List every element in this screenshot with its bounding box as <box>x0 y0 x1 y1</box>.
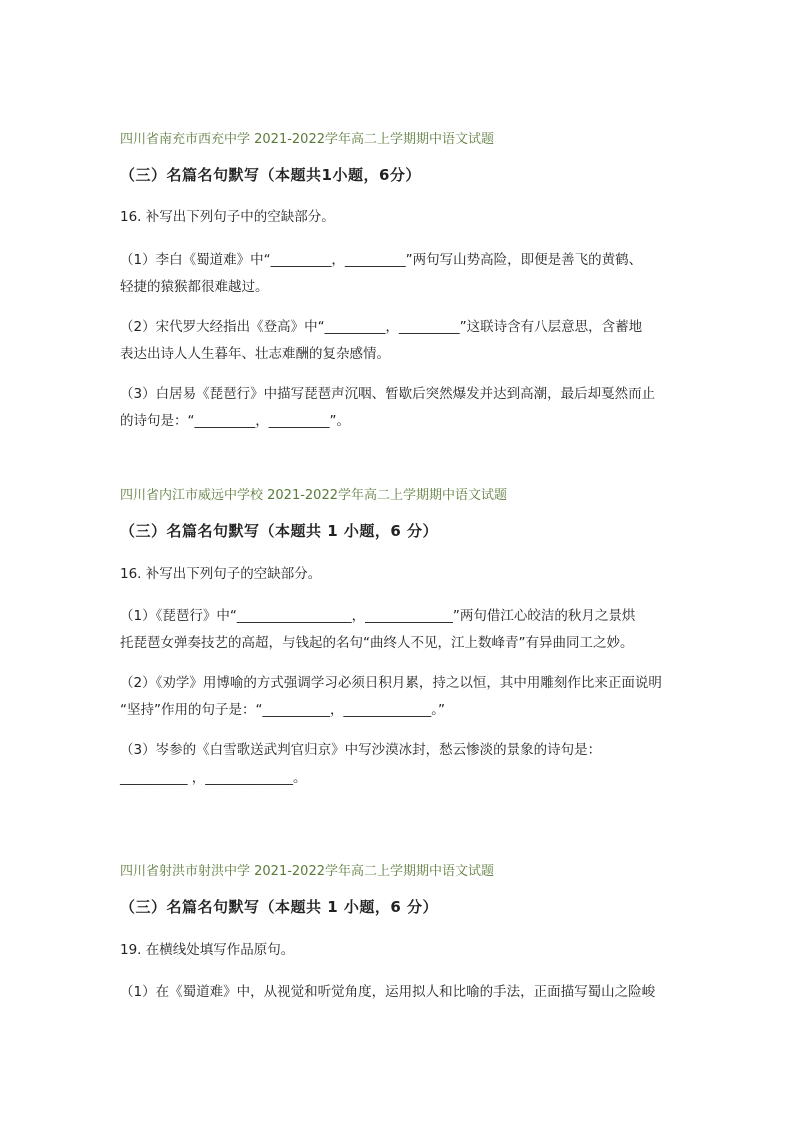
section-1-line-6: 的诗句是：“_________，_________”。 <box>120 413 350 429</box>
section-1-line-2: 轻捷的猿猴都很难越过。 <box>120 279 269 295</box>
section-2-line-2: 托琵琶女弹奏技艺的高超，与钱起的名句“曲终人不见，江上数峰青”有异曲同工之妙。 <box>120 635 634 651</box>
section-2-line-3: （2）《劝学》用博喻的方式强调学习必须日积月累，持之以恒，其中用雕刻作比来正面说明 <box>120 675 662 691</box>
section-1-heading: （三）名篇名句默写（本题共1小题，6分） <box>120 166 421 184</box>
section-2-line-1: （1）《琵琶行》中“_________________，_____________”两句借江心皎洁的秋月之景烘 <box>120 608 636 624</box>
section-2-question: 16. 补写出下列句子的空缺部分。 <box>120 566 322 582</box>
section-1-line-4: 表达出诗人人生暮年、壮志难酬的复杂感情。 <box>120 346 390 362</box>
section-2-heading: （三）名篇名句默写（本题共 1 小题，6 分） <box>120 522 439 540</box>
section-2-line-6: __________ ，_____________。 <box>120 770 307 786</box>
section-1-source: 四川省南充市西充中学 2021-2022学年高二上学期期中语文试题 <box>120 132 494 147</box>
section-2-line-5: （3）岑参的《白雪歌送武判官归京》中写沙漠冰封，愁云惨淡的景象的诗句是： <box>120 742 602 758</box>
section-3-source: 四川省射洪市射洪中学 2021-2022学年高二上学期期中语文试题 <box>120 864 494 879</box>
section-1-line-1: （1）李白《蜀道难》中“_________，_________”两句写山势高险，即便是善飞的黄鹤、 <box>120 252 643 268</box>
section-2-line-4: “坚持”作用的句子是：“__________，_____________。” <box>120 702 445 718</box>
section-1-question: 16. 补写出下列句子中的空缺部分。 <box>120 209 335 225</box>
section-3-heading: （三）名篇名句默写（本题共 1 小题，6 分） <box>120 898 439 916</box>
section-1-line-3: （2）宋代罗大经指出《登高》中“_________，_________”这联诗含有八层意思，含蓄地 <box>120 319 643 335</box>
section-2-source: 四川省内江市威远中学校 2021-2022学年高二上学期期中语文试题 <box>120 488 507 503</box>
section-3-line-1: （1）在《蜀道难》中，从视觉和听觉角度，运用拟人和比喻的手法，正面描写蜀山之险峻 <box>120 984 656 1000</box>
section-3-question: 19. 在横线处填写作品原句。 <box>120 942 295 958</box>
section-1-line-5: （3）白居易《琵琶行》中描写琵琶声沉咽、暂歇后突然爆发并达到高潮，最后却戛然而止 <box>120 386 656 402</box>
